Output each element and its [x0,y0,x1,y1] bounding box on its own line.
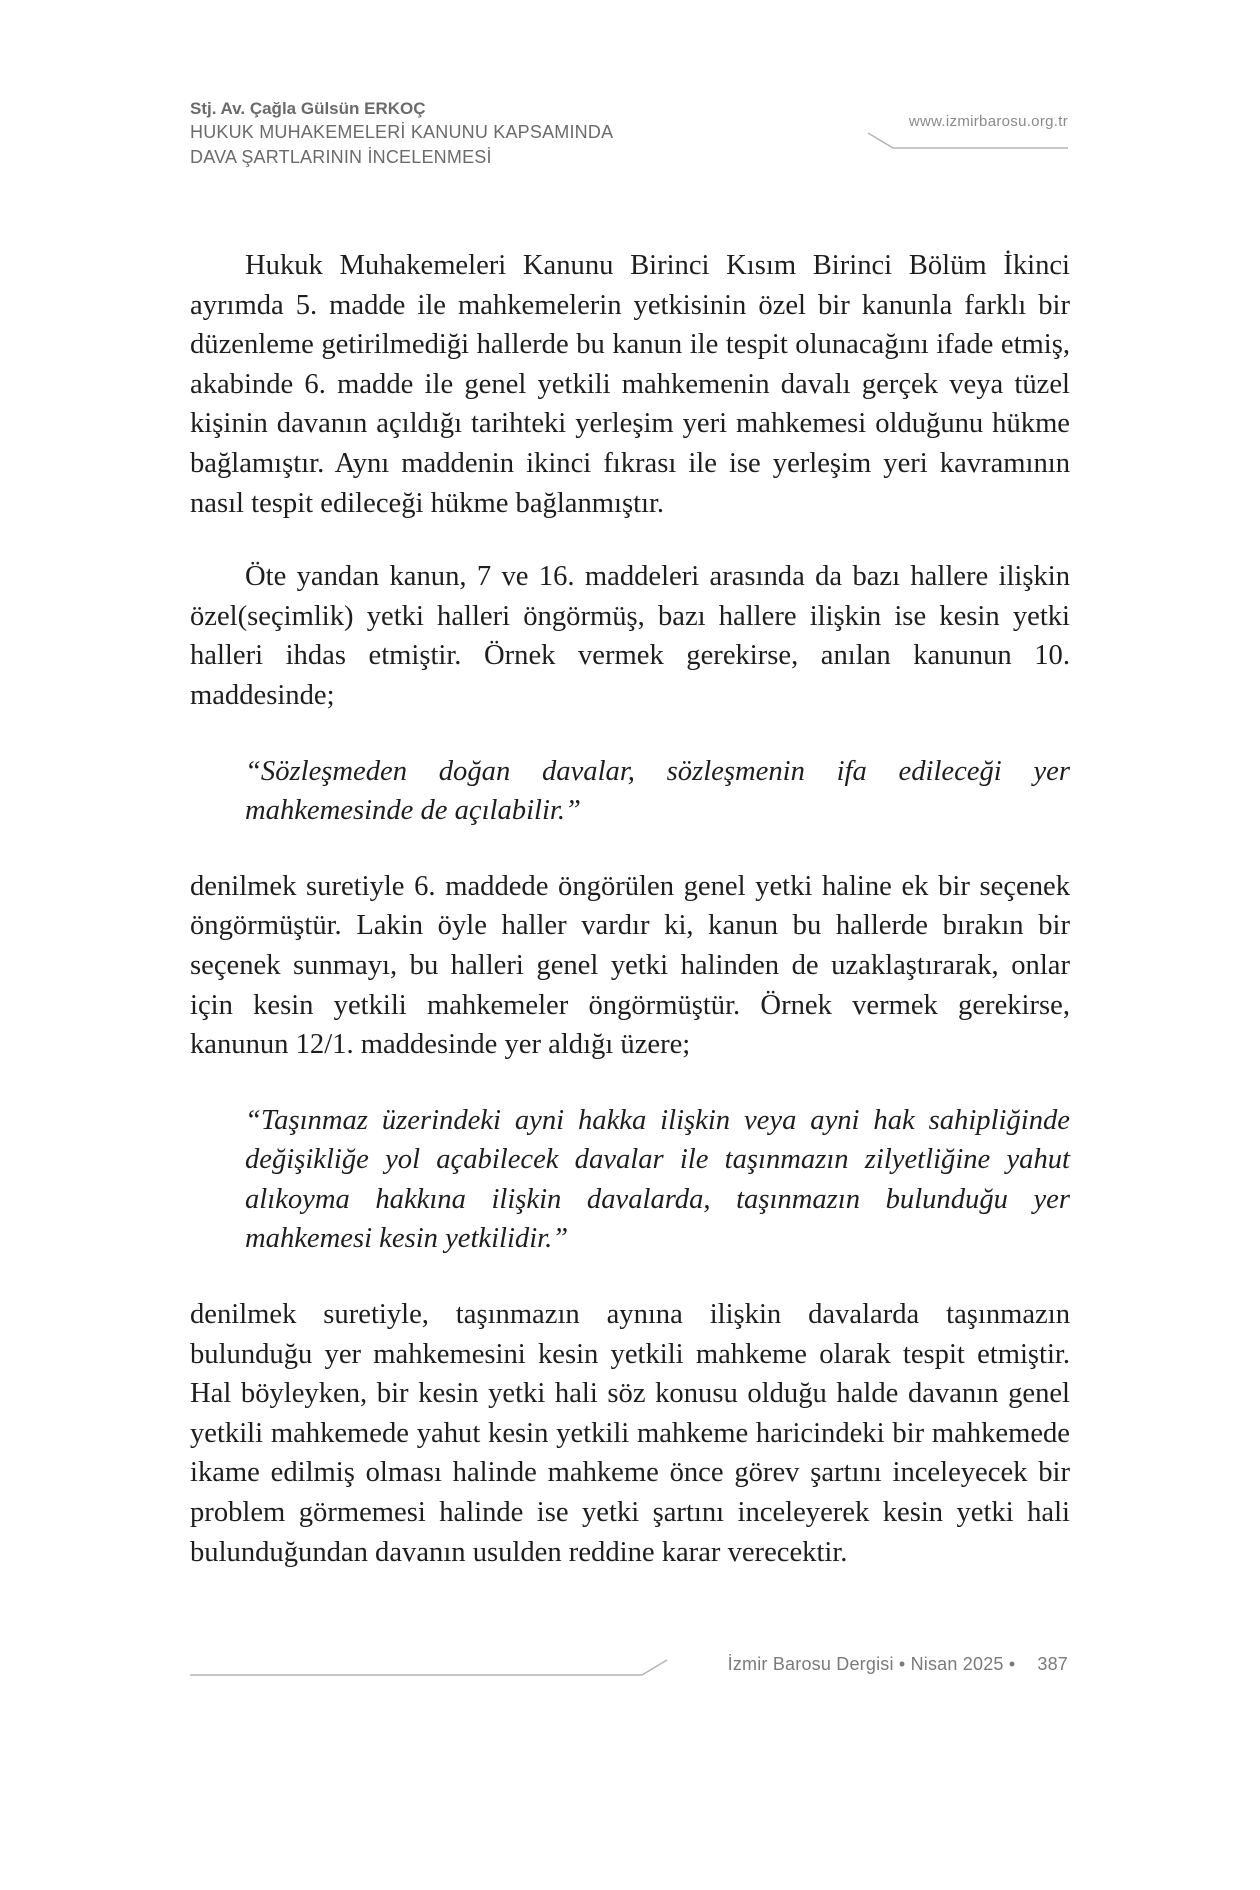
page-header [190,98,1070,170]
paragraph-1: Hukuk Muhakemeleri Kanunu Birinci Kısım Birinci Bölüm İkinci ayrımda 5. madde ile mahkemelerin yetkisinin özel bir kanunla farklı bir düzenleme getirilmediği hallerde bu kanun ile tespit olunacağını ifade etmiş, akabinde 6. madde ile genel yetkili mahkemenin davalı gerçek veya tüzel kişinin davanın açıldığı tarihteki yerleşim yeri mahkemesi olduğunu hükme bağlamıştır. Aynı maddenin ikinci fıkrası ile ise yerleşim yeri kavramının nasıl tespit edileceği hükme bağlanmıştır. [190,250,1070,519]
website-url[interactable]: www.izmirbarosu.org.tr [908,113,1068,130]
paragraph-4: denilmek suretiyle, taşınmazın aynına ilişkin davalarda taşınmazın bulunduğu yer mahkemesini kesin yetkili mahkeme olarak tespit etmiştir. Hal böyleyken, bir kesin yetki hali söz konusu olduğu halde davanın genel yetkili mahkemede yahut kesin yetkili mahkeme haricindeki bir mahkemede ikame edilmiş olması halinde mahkeme önce görev şartını inceleyecek bir problem görmemesi halinde ise yetki şartını inceleyerek kesin yetki hali bulunduğundan davanın usulden reddine karar verecektir. [190,1299,1070,1568]
quote-block-2: “Taşınmaz üzerindeki ayni hakka ilişkin veya ayni hak sahipliğinde değişikliğe yol açabilecek davalar ile taşınmazın zilyetliğine yahut alıkoyma hakkına ilişkin davalarda, taşınmazın bulunduğu yer mahkemesi kesin yetkilidir.” [245,1104,1070,1255]
page-number: 387 [1037,1654,1068,1674]
article-title-line-2: DAVA ŞARTLARININ İNCELENMESİ [190,147,492,167]
journal-name: İzmir Barosu Dergisi • Nisan 2025 • [727,1654,1016,1674]
paragraph-3: denilmek suretiyle 6. maddede öngörülen genel yetki haline ek bir seçenek öngörmüştür. Lakin öyle haller vardır ki, kanun bu hallerde bırakın bir seçenek sunmayı, bu halleri genel yetki halinden de uzaklaştırarak, onlar için kesin yetkili mahkemeler öngörmüştür. Örnek vermek gerekirse, kanunun 12/1. maddesinde yer aldığı üzere; [190,870,1070,1061]
page-footer [728,1654,1068,1675]
article-body [190,246,1070,1572]
quote-block-1: “Sözleşmeden doğan davalar, sözleşmenin ifa edileceği yer mahkemesinde de açılabilir.” [245,755,1070,827]
author-name: Stj. Av. Çağla Gülsün ERKOÇ [190,99,426,118]
footer-rule-line [190,1660,667,1675]
article-title-line-1: HUKUK MUHAKEMELERİ KANUNU KAPSAMINDA [190,122,614,142]
paragraph-2: Öte yandan kanun, 7 ve 16. maddeleri arasında da bazı hallere ilişkin özel(seçimlik) yetki halleri öngörmüş, bazı hallere ilişkin ise kesin yetki halleri ihdas etmiştir. Örnek vermek gerekirse, anılan kanunun 10. maddesinde; [190,561,1070,711]
